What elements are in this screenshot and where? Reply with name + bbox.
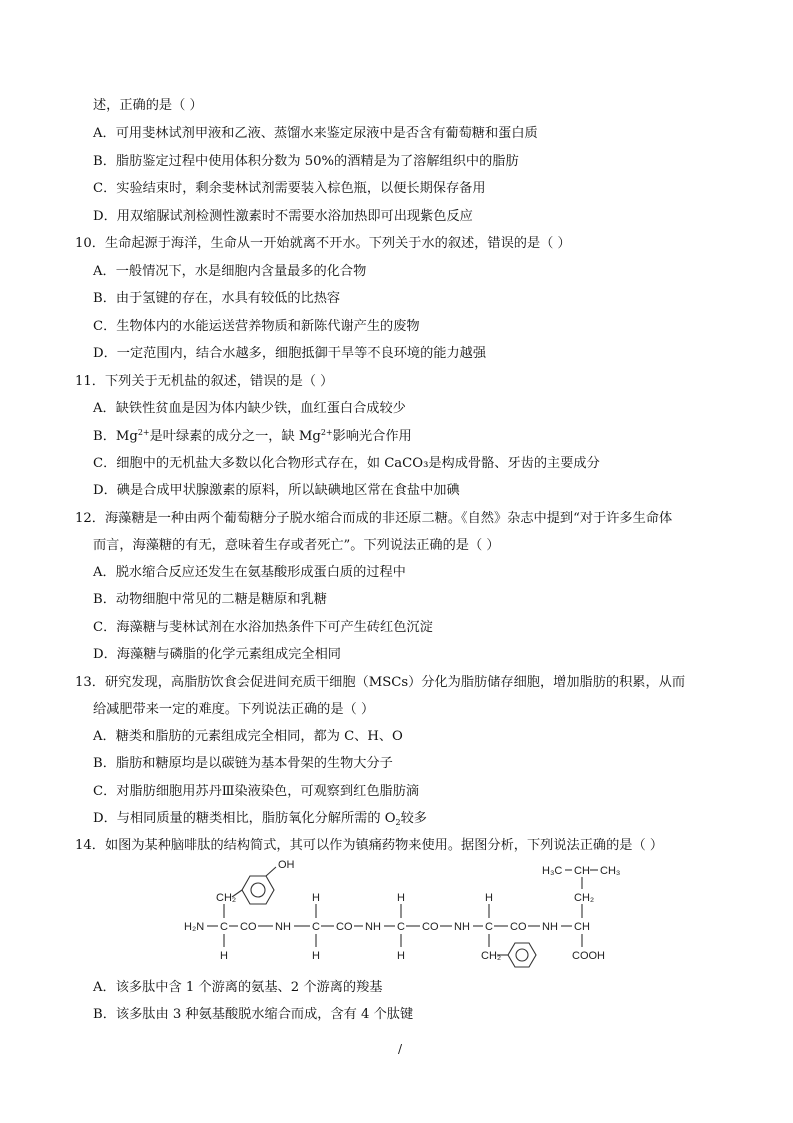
- q9-option-d: D．用双缩脲试剂检测性激素时不需要水浴加热即可出现紫色反应: [93, 209, 473, 224]
- q9-stem-tail: 述，正确的是（ ）: [93, 98, 203, 113]
- fig-c4: C: [485, 921, 493, 933]
- q12-option-a: A．脱水缩合反应还发生在氨基酸形成蛋白质的过程中: [93, 565, 406, 580]
- q11-option-b-post: 影响光合作用: [332, 429, 412, 444]
- q9-option-b: B．脂肪鉴定过程中使用体积分数为 50%的酒精是为了溶解组织中的脂肪: [93, 154, 519, 169]
- q14-stem: 14．如图为某种脑啡肽的结构简式，其可以作为镇痛药物来使用。据图分析，下列说法正确的是（ ）: [75, 838, 664, 853]
- q10-option-b: B．由于氢键的存在，水具有较低的比热容: [93, 291, 341, 306]
- q13-option-b: B．脂肪和糖原均是以碳链为基本骨架的生物大分子: [93, 756, 393, 771]
- q11-option-b: [93, 427, 412, 447]
- q10-option-d: D．一定范围内，结合水越多，细胞抵御干旱等不良环境的能力越强: [93, 346, 487, 361]
- q13-option-c: C．对脂肪细胞用苏丹Ⅲ染液染色，可观察到红色脂肪滴: [93, 784, 420, 799]
- q13-stem-line-1: 13．研究发现，高脂肪饮食会促进间充质干细胞（MSCs）分化为脂肪储存细胞，增加脂肪的积累，从而: [75, 675, 686, 690]
- q10-option-c: C．生物体内的水能运送营养物质和新陈代谢产生的废物: [93, 319, 420, 334]
- fig-c2: C: [312, 921, 320, 933]
- fig-phenyl-ring-inner: [516, 949, 528, 961]
- q11-option-d: D．碘是合成甲状腺激素的原料，所以缺碘地区常在食盐中加碘: [93, 483, 460, 498]
- fig-h-gly1-bottom: H: [312, 950, 320, 962]
- fig-nh1: NH: [275, 921, 291, 933]
- q13-option-d-post: 较多: [400, 811, 427, 826]
- fig-nh4: NH: [542, 921, 558, 933]
- fig-nh2: NH: [365, 921, 381, 933]
- fig-c1: C: [220, 921, 228, 933]
- q13-option-d-pre: D．与相同质量的糖类相比，脂肪氧化分解所需的 O: [93, 811, 396, 826]
- fig-co1: CO: [240, 921, 257, 933]
- fig-ch2-phe: CH₂: [481, 950, 502, 962]
- q12-option-c: C．海藻糖与斐林试剂在水浴加热条件下可产生砖红色沉淀: [93, 620, 433, 635]
- fig-nh3: NH: [454, 921, 470, 933]
- fig-ch2-tyr: CH₂: [216, 892, 237, 904]
- fig-c3: C: [397, 921, 405, 933]
- q12-option-d: D．海藻糖与磷脂的化学元素组成完全相同: [93, 647, 341, 662]
- q13-option-a: A．糖类和脂肪的元素组成完全相同，都为 C、H、O: [93, 729, 403, 744]
- q13-option-d: [93, 809, 427, 829]
- fig-cooh: COOH: [572, 950, 605, 962]
- fig-h2n: H₂N: [184, 921, 205, 933]
- fig-phenyl-ring: [508, 943, 536, 967]
- fig-ch2-leu: CH₂: [574, 892, 595, 904]
- q9-option-c: C．实验结束时，剩余斐林试剂需要装入棕色瓶，以便长期保存备用: [93, 181, 486, 196]
- fig-h-gly1-top: H: [312, 892, 320, 904]
- q11-option-b-charge-2: 2+: [320, 428, 333, 437]
- fig-h-gly2-top: H: [397, 892, 405, 904]
- q10-option-a: A．一般情况下，水是细胞内含量最多的化合物: [93, 264, 367, 279]
- q11-option-b-charge-1: 2+: [137, 428, 150, 437]
- fig-co4: CO: [510, 921, 527, 933]
- q11-stem: 11．下列关于无机盐的叙述，错误的是（ ）: [75, 374, 334, 389]
- q14-option-b: B．该多肽由 3 种氨基酸脱水缩合而成，含有 4 个肽键: [93, 1007, 414, 1022]
- page-number: /: [398, 1042, 403, 1056]
- fig-tyrosine-ring: [242, 876, 274, 904]
- q11-option-c: C．细胞中的无机盐大多数以化合物形式存在，如 CaCO₃是构成骨骼、牙齿的主要成分: [93, 456, 600, 471]
- fig-co3: CO: [422, 921, 439, 933]
- q10-stem: 10．生命起源于海洋，生命从一开始就离不开水。下列关于水的叙述，错误的是（ ）: [75, 236, 571, 251]
- q12-stem-line-1: 12．海藻糖是一种由两个葡萄糖分子脱水缩合而成的非还原二糖。《自然》杂志中提到“对于许多生命体: [75, 511, 673, 526]
- q12-option-b: B．动物细胞中常见的二糖是糖原和乳糖: [93, 592, 327, 607]
- fig-co2: CO: [336, 921, 353, 933]
- q11-option-a: A．缺铁性贫血是因为体内缺少铁，血红蛋白合成较少: [93, 401, 406, 416]
- fig-oh: OH: [278, 860, 295, 871]
- q14-option-a: A．该多肽中含 1 个游离的氨基、2 个游离的羧基: [93, 980, 383, 995]
- fig-tyrosine-ring-inner: [251, 883, 265, 897]
- q9-option-a: A．可用斐林试剂甲液和乙液、蒸馏水来鉴定尿液中是否含有葡萄糖和蛋白质: [93, 126, 538, 141]
- fig-h-gly2-bottom: H: [397, 950, 405, 962]
- fig-ch-top: CH: [574, 865, 590, 877]
- fig-h-tyr-bottom: H: [220, 950, 228, 962]
- fig-ch-leu: CH: [574, 921, 590, 933]
- q11-option-b-pre: B．Mg: [93, 429, 138, 444]
- fig-h-phe-top: H: [485, 892, 493, 904]
- enkephalin-structure-figure: [180, 860, 640, 972]
- q13-option-d-subscript: 2: [395, 818, 401, 827]
- q13-stem-line-2: 给减肥带来一定的难度。下列说法正确的是（ ）: [93, 702, 375, 717]
- fig-h3c-left: H₃C: [542, 865, 563, 877]
- fig-bond: [266, 867, 276, 876]
- fig-ch3-right: CH₃: [600, 865, 621, 877]
- q11-option-b-mid: 是叶绿素的成分之一，缺 Mg: [149, 429, 321, 444]
- q12-stem-line-2: 而言，海藻糖的有无，意味着生存或者死亡”。下列说法正确的是（ ）: [93, 538, 500, 553]
